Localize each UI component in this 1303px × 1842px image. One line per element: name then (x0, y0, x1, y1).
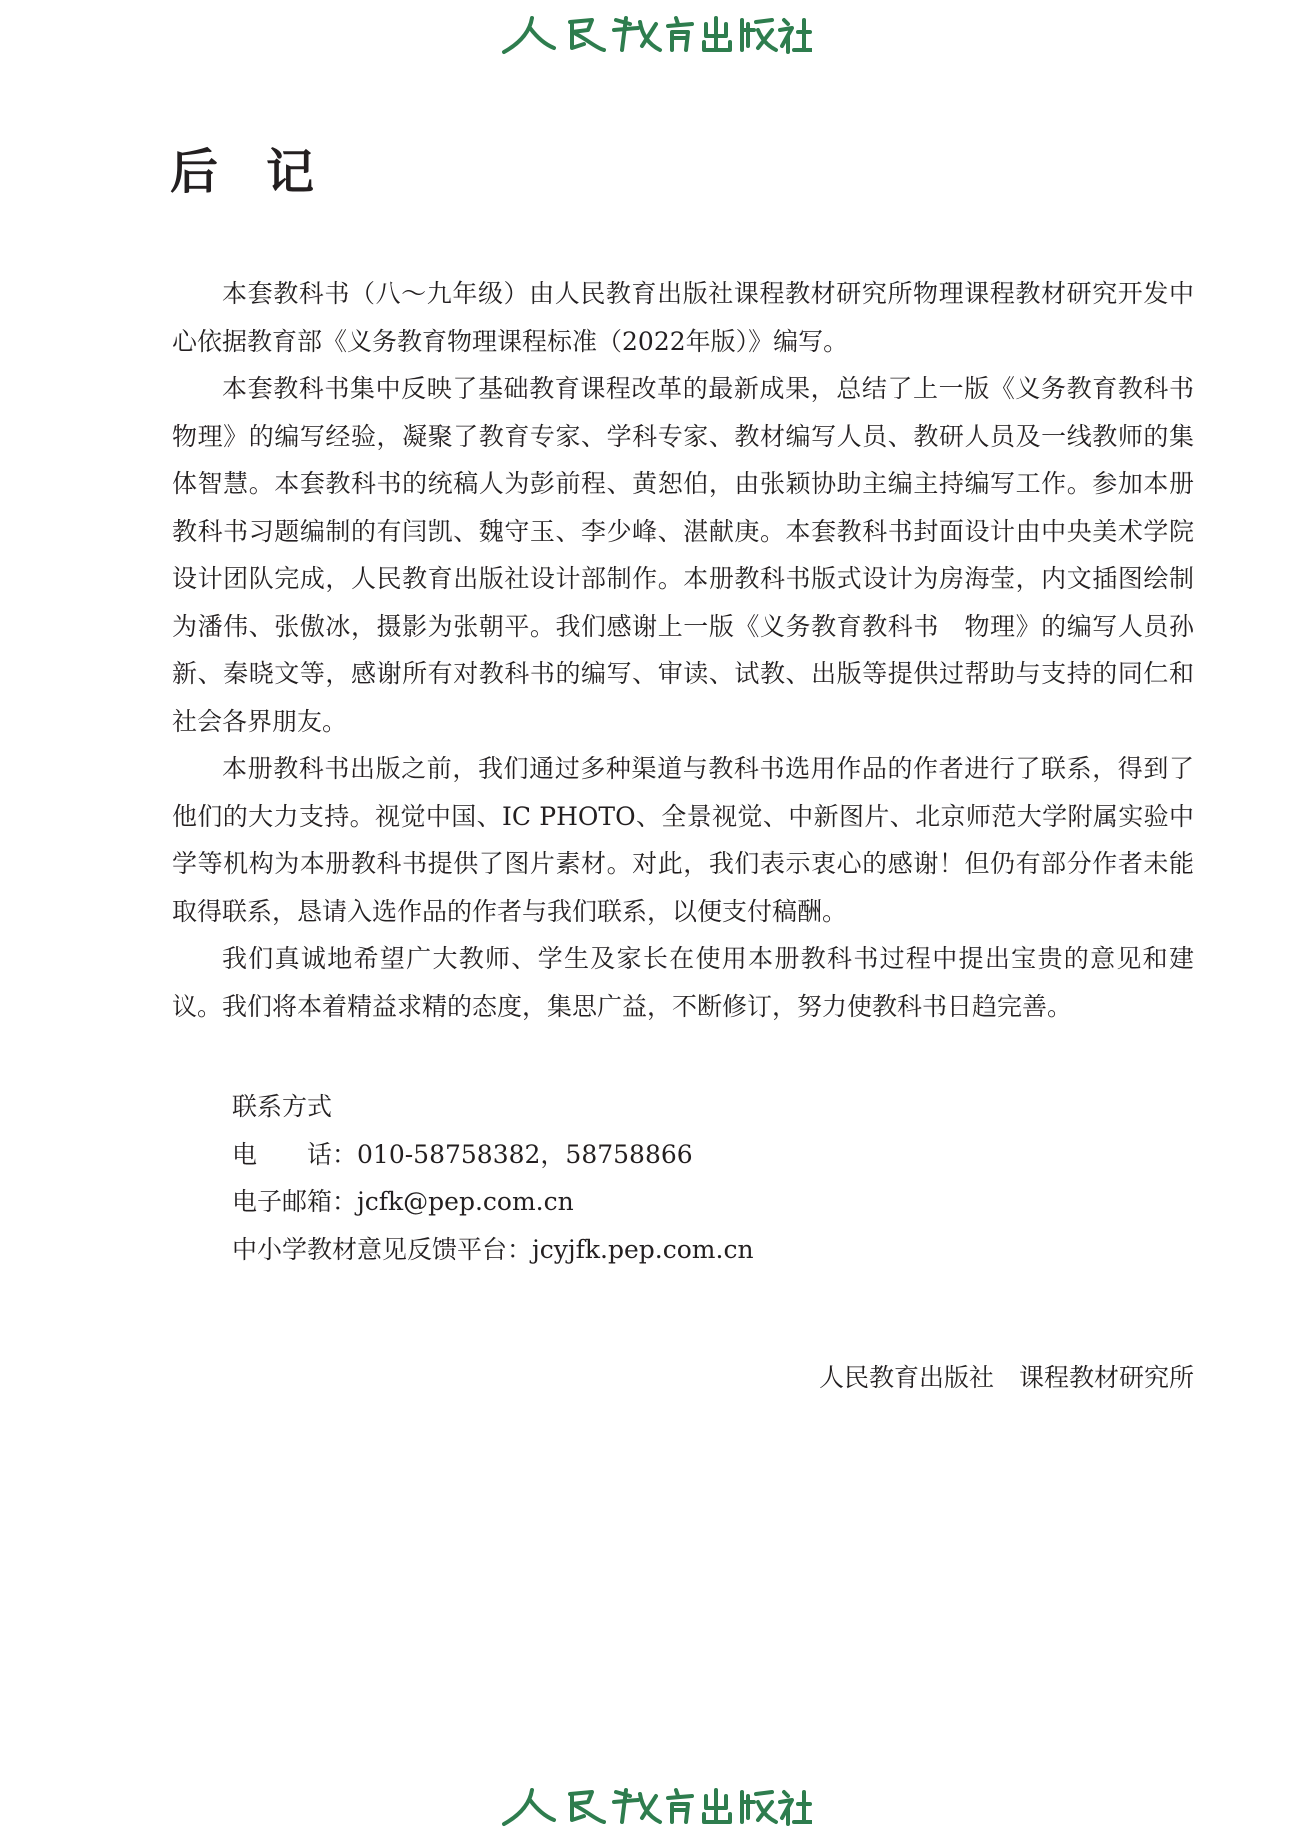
publisher-logo-mark (492, 1782, 812, 1830)
paragraph-1: 本套教科书（八～九年级）由人民教育出版社课程教材研究所物理课程教材研究开发中心依据教育部《义务教育物理课程标准（2022年版）》编写。 (172, 279, 1194, 356)
contact-platform-row (232, 1226, 754, 1274)
signature (819, 1362, 1194, 1394)
page-title (170, 144, 315, 200)
publisher-logo-top (0, 10, 1303, 61)
afterword-body (172, 270, 1220, 1030)
email-label: 电子邮箱： (232, 1187, 358, 1216)
platform-label: 中小学教材意见反馈平台： (232, 1234, 533, 1264)
platform-value: jcyjfk.pep.com.cn (532, 1234, 754, 1264)
contact-heading: 联系方式 (232, 1092, 333, 1121)
page-title-char-1: 后 (170, 144, 219, 200)
phone-label: 电 话： (232, 1139, 358, 1169)
page-title-char-2: 记 (266, 144, 315, 200)
paragraph-3: 本册教科书出版之前，我们通过多种渠道与教科书选用作品的作者进行了联系，得到了他们的大力支持。视觉中国、IC PHOTO、全景视觉、中新图片、北京师范大学附属实验中学等机构为本册教科书提供了图片素材。对此，我们表示衷心的感谢！但仍有部分作者未能取得联系，恳请入选作品的作者与我们联系，以便支付稿酬。 (172, 754, 1194, 926)
signature-institute: 课程教材研究所 (1018, 1363, 1194, 1392)
contact-email-row (232, 1178, 754, 1226)
paragraph-2: 本套教科书集中反映了基础教育课程改革的最新成果，总结了上一版《义务教育教科书 物理》的编写经验，凝聚了教育专家、学科专家、教材编写人员、教研人员及一线教师的集体智慧。本套教科书的统稿人为彭前程、黄恕伯，由张颖协助主编主持编写工作。参加本册教科书习题编制的有闫凯、魏守玉、李少峰、湛献庚。本套教科书封面设计由中央美术学院设计团队完成，人民教育出版社设计部制作。本册教科书版式设计为房海莹，内文插图绘制为潘伟、张傲冰，摄影为张朝平。我们感谢上一版《义务教育教科书 物理》的编写人员孙新、秦晓文等，感谢所有对教科书的编写、审读、试教、出版等提供过帮助与支持的同仁和社会各界朋友。 (172, 374, 1220, 736)
paragraph-4: 我们真诚地希望广大教师、学生及家长在使用本册教科书过程中提出宝贵的意见和建议。我们将本着精益求精的态度，集思广益，不断修订，努力使教科书日趋完善。 (172, 944, 1194, 1021)
publisher-logo-bottom (0, 1782, 1303, 1833)
phone-value: 010-58758382，58758866 (357, 1139, 693, 1169)
email-value: jcfk@pep.com.cn (357, 1187, 574, 1216)
contact-phone-row (232, 1131, 754, 1179)
contact-block (232, 1083, 754, 1273)
signature-publisher: 人民教育出版社 (818, 1363, 994, 1392)
publisher-logo-mark (492, 10, 812, 58)
